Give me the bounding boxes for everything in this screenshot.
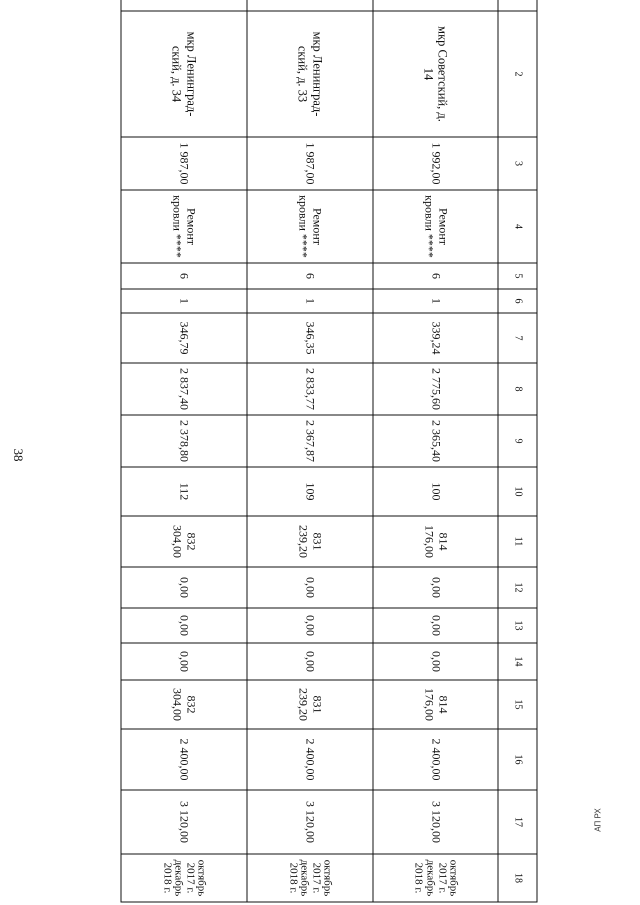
- period-start: октябрь 2017 г.: [310, 859, 334, 897]
- table-cell: 346,35: [247, 313, 373, 363]
- table-cell: 0,00: [373, 643, 499, 680]
- table-cell: 2 365,40: [373, 415, 499, 467]
- work-type-cell: Ремонт кровли ****: [247, 190, 373, 263]
- table-cell: 2 400,00: [373, 729, 499, 790]
- header-cell: 16: [498, 729, 537, 790]
- period-cell: [373, 854, 499, 902]
- table-cell: 100: [373, 467, 499, 516]
- table-cell: 2 837,40: [121, 363, 247, 415]
- table-cell: 6: [373, 263, 499, 289]
- table-cell: 112: [121, 467, 247, 516]
- table-cell: 3 120,00: [247, 790, 373, 854]
- table-cell: 1 992,00: [373, 137, 499, 190]
- work-type-cell: Ремонт кровли ****: [373, 190, 499, 263]
- header-cell: 3: [498, 137, 537, 190]
- table-cell: 0,00: [373, 567, 499, 608]
- page-number: 38: [11, 448, 26, 462]
- header-cell: 5: [498, 263, 537, 289]
- table-cell: 346,79: [121, 313, 247, 363]
- table-cell: 3 120,00: [121, 790, 247, 854]
- table-cell: 0,00: [247, 608, 373, 643]
- table-cell: 0,00: [247, 567, 373, 608]
- row-number: [247, 0, 373, 11]
- table-cell: 2 775,60: [373, 363, 499, 415]
- header-cell: 17: [498, 790, 537, 854]
- table-cell: 1: [121, 289, 247, 313]
- table-cell: 832 304,00: [121, 516, 247, 567]
- period-cell: [247, 854, 373, 902]
- header-cell: 11: [498, 516, 537, 567]
- period-end: декабрь 2018 г.: [287, 859, 311, 897]
- table-cell: 0,00: [121, 608, 247, 643]
- header-cell: 15: [498, 680, 537, 729]
- header-cell: 18: [498, 854, 537, 902]
- table-cell: 831 239,20: [247, 516, 373, 567]
- rotated-table-container: [80, 17, 524, 897]
- table-cell: 0,00: [121, 567, 247, 608]
- header-cell: 8: [498, 363, 537, 415]
- table-cell: 339,24: [373, 313, 499, 363]
- table-cell: 0,00: [373, 608, 499, 643]
- row-number: [373, 0, 499, 11]
- header-cell: 7: [498, 313, 537, 363]
- period-start: октябрь 2017 г.: [184, 859, 208, 897]
- address-cell: мкр Ленинград-ский, д. 34: [121, 11, 247, 137]
- table-cell: 1: [373, 289, 499, 313]
- header-cell: 6: [498, 289, 537, 313]
- repair-schedule-table: [121, 0, 538, 903]
- period-start: октябрь 2017 г.: [436, 859, 460, 897]
- table-cell: 0,00: [121, 643, 247, 680]
- table-cell: 2 367,87: [247, 415, 373, 467]
- header-cell: 13: [498, 608, 537, 643]
- table-row: [247, 0, 373, 902]
- table-cell: 832 304,00: [121, 680, 247, 729]
- table-header-row: [498, 0, 537, 902]
- row-number: [121, 0, 247, 11]
- header-cell: 2: [498, 11, 537, 137]
- address-cell: мкр Ленинград-ский, д. 33: [247, 11, 373, 137]
- table-cell: 814 176,00: [373, 516, 499, 567]
- header-cell: 10: [498, 467, 537, 516]
- table-cell: 1 987,00: [247, 137, 373, 190]
- header-cell: 4: [498, 190, 537, 263]
- table-cell: 2 378,80: [121, 415, 247, 467]
- table-row: [121, 0, 247, 902]
- table-cell: 814 176,00: [373, 680, 499, 729]
- header-cell: 9: [498, 415, 537, 467]
- table-cell: 6: [247, 263, 373, 289]
- work-type-cell: Ремонт кровли ****: [121, 190, 247, 263]
- address-cell: мкр Советский, д. 14: [373, 11, 499, 137]
- table-row: [373, 0, 499, 902]
- table-cell: 0,00: [247, 643, 373, 680]
- header-cell: [498, 0, 537, 11]
- period-end: декабрь 2018 г.: [412, 859, 437, 897]
- table-cell: 109: [247, 467, 373, 516]
- table-cell: 3 120,00: [373, 790, 499, 854]
- table-cell: 1: [247, 289, 373, 313]
- table-cell: 1 987,00: [121, 137, 247, 190]
- table-cell: 831 239,20: [247, 680, 373, 729]
- header-cell: 14: [498, 643, 537, 680]
- table-cell: 2 400,00: [121, 729, 247, 790]
- header-cell: 12: [498, 567, 537, 608]
- period-end: декабрь 2018 г.: [161, 859, 185, 897]
- table-cell: 2 400,00: [247, 729, 373, 790]
- footer-mark: АП РХ: [593, 808, 603, 832]
- table-cell: 2 833,77: [247, 363, 373, 415]
- table-cell: 6: [121, 263, 247, 289]
- period-cell: [121, 854, 247, 902]
